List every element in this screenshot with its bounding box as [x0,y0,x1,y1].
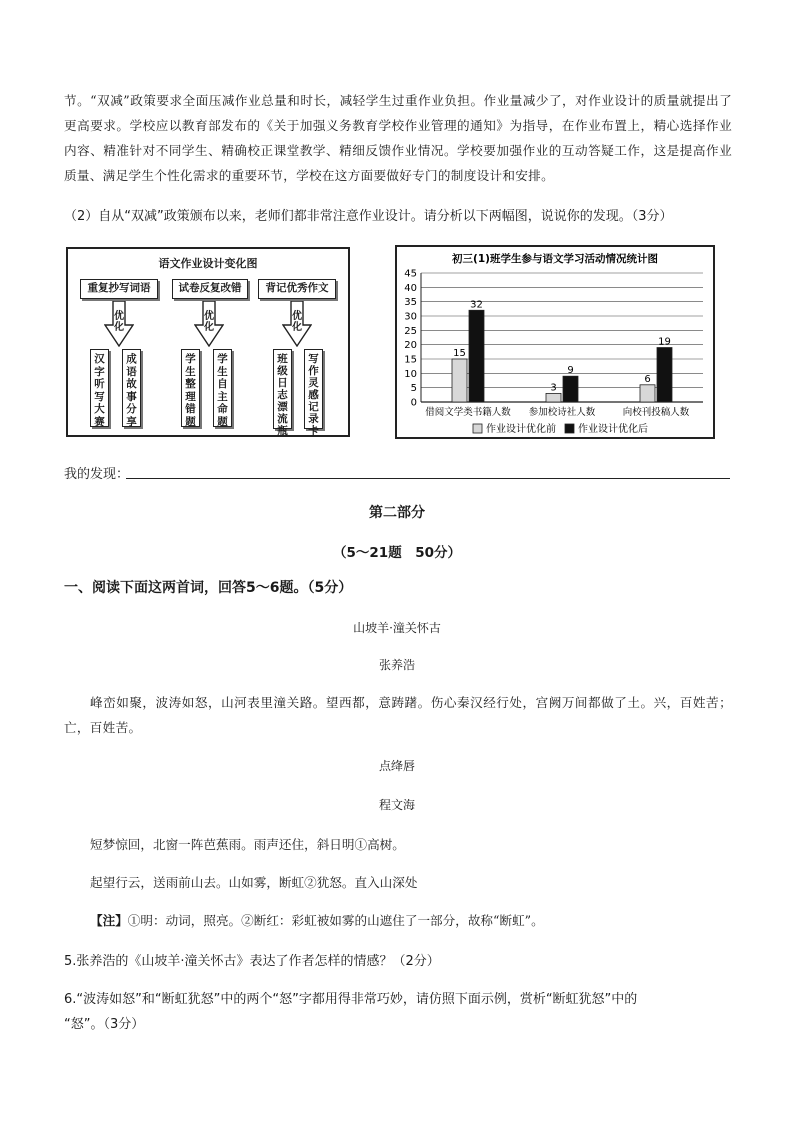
poem1-text: 峰峦如聚，波涛如怒，山河表里潼关路。望西都，意踌躇。伤心秦汉经行处，宫阙万间都做了土。兴，百姓苦；亡，百姓苦。 [64,695,732,735]
question-6-line-2: “怒”。（3分） [64,1017,145,1032]
y-tick-label: 25 [404,325,417,337]
part-two-subtitle: （5～21题 50分） [333,545,461,561]
y-tick-label: 40 [404,282,417,294]
optimize-label: 优化 [204,311,214,333]
bar-value-label: 9 [567,365,574,377]
bar-value-label: 6 [644,373,651,385]
chart-bar [640,385,655,402]
flow-target-box-3a: 班级日志漂流瓶 [273,349,292,429]
chart-bar [452,359,467,402]
legend-label: 作业设计优化前 [486,424,556,435]
flow-source-box-2: 试卷反复改错 [172,279,248,299]
flow-target-box-2a: 学生整理错题 [181,349,200,427]
question-5: 5.张养浩的《山坡羊·潼关怀古》表达了作者怎样的情感？（2分） [64,954,440,969]
flow-target-box-3b: 写作灵感记录卡 [304,349,323,429]
poem2-title: 点绛唇 [378,759,415,773]
chart-bar [657,348,672,402]
y-tick-label: 30 [404,311,417,323]
flow-target-box-2b: 学生自主命题 [213,349,232,427]
y-tick-label: 10 [404,368,417,380]
y-tick-label: 20 [404,340,417,352]
flow-target-box-1a: 汉字听写大赛 [90,349,109,427]
question-2: （2）自从“双减”政策颁布以来，老师们都非常注意作业设计。请分析以下两幅图，说说你的发现。（3分） [64,209,673,224]
part-two-title: 第二部分 [369,505,425,521]
bar-chart [397,247,713,437]
x-category-label: 向校刊投稿人数 [622,407,690,418]
legend-swatch [565,424,574,433]
y-tick-label: 0 [410,397,417,409]
annotation-text: ①明：动词，照亮。②断红：彩虹被如雾的山遮住了一部分，故称“断虹”。 [127,913,544,928]
finding-answer-line [126,478,730,479]
poem2-line-2: 起望行云，送雨前山去。山如雾，断虹②犹怒。直入山深处 [90,875,418,890]
chart-bar [546,393,561,402]
intro-paragraph: 节。“双减”政策要求全面压减作业总量和时长，减轻学生过重作业负担。作业量减少了，对作业设计的质量就提出了更高要求。学校应以教育部发布的《关于加强义务教育学校作业管理的通知》为指导，在作业布置上，精心选择作业内容、精准针对不同学生、精确校正课堂教学、精细反馈作业情况。学校要加强作业的互动答疑工作，这是提高作业质量、满足学生个性化需求的重要环节，学校在这方面要做好专门的制度设计和安排。 [64,93,732,183]
poem2-author: 程文海 [378,798,415,812]
flow-source-box-1: 重复抄写词语 [80,279,158,299]
y-tick-label: 35 [404,297,417,309]
finding-label: 我的发现： [64,467,130,482]
flow-diagram-title: 语文作业设计变化图 [158,257,258,270]
chart-title: 初三(1)班学生参与语文学习活动情况统计图 [452,253,658,265]
poem1-author: 张养浩 [378,658,415,672]
x-category-label: 借阅文学类书籍人数 [425,407,511,418]
bar-value-label: 32 [470,299,483,311]
x-category-label: 参加校诗社人数 [528,407,596,418]
bar-value-label: 3 [550,382,557,394]
question-6-line-1: 6.“波涛如怒”和“断虹犹怒”中的两个“怒”字都用得非常巧妙，请仿照下面示例，赏析“断虹犹怒”中的 [64,992,638,1007]
y-tick-label: 5 [410,383,417,395]
y-tick-label: 45 [404,268,417,280]
chart-bar [563,376,578,402]
optimize-label: 优化 [292,311,302,333]
bar-chart-frame [395,245,715,439]
flow-target-box-1b: 成语故事分享 [122,349,141,427]
annotation-label: 【注】 [90,913,128,928]
annotation-note [90,910,544,929]
section-one-heading: 一、阅读下面这两首词，回答5～6题。（5分） [64,580,353,596]
poem1-title: 山坡羊·潼关怀古 [353,621,441,635]
y-tick-label: 15 [404,354,417,366]
flow-diagram [66,247,350,437]
flow-source-box-3: 背记优秀作文 [258,279,336,299]
legend-swatch [473,424,482,433]
bar-value-label: 15 [453,348,466,359]
legend-label: 作业设计优化后 [578,424,648,435]
bar-value-label: 19 [658,336,671,348]
chart-bar [469,310,484,402]
poem2-line-1: 短梦惊回，北窗一阵芭蕉雨。雨声还住，斜日明①高树。 [90,837,405,852]
optimize-label: 优化 [114,311,124,333]
